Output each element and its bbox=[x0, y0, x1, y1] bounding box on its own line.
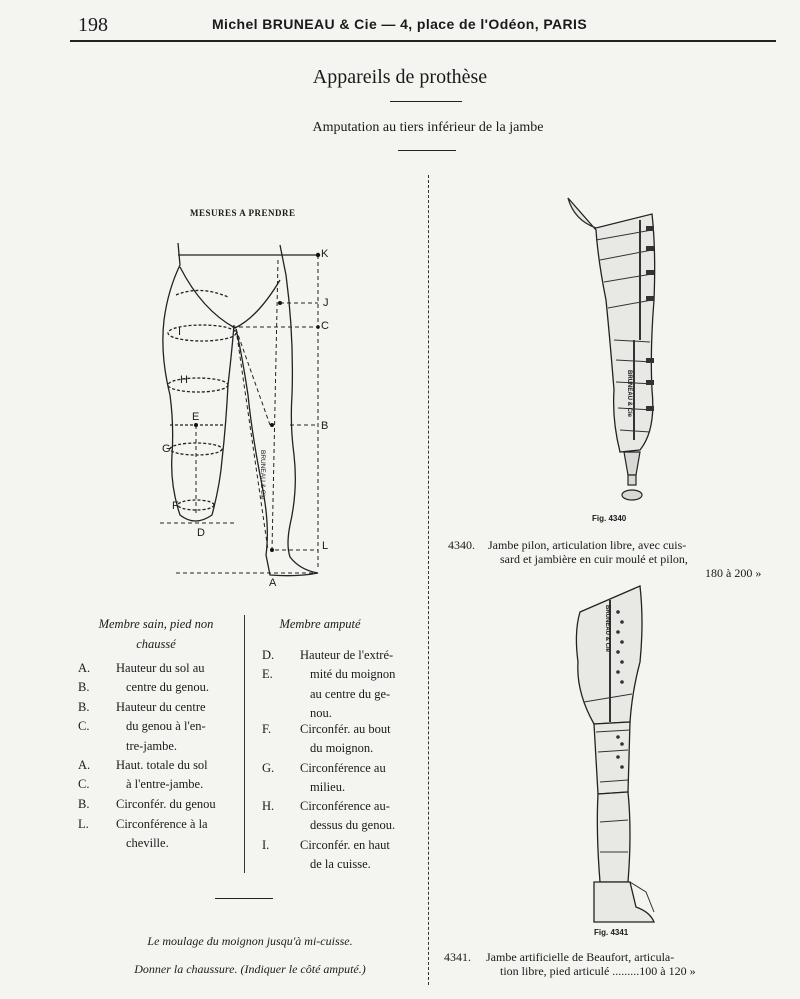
title-rule bbox=[390, 101, 462, 102]
row-text: Circonfér. en haut de la cuisse. bbox=[300, 838, 390, 872]
row-code: A. C. bbox=[78, 758, 91, 792]
row-text: Circonfér. au bout du moignon. bbox=[300, 722, 391, 756]
label-j: J bbox=[323, 297, 329, 309]
row-text: Circonférence à la cheville. bbox=[116, 817, 208, 851]
measures-heading: MESURES A PRENDRE bbox=[190, 208, 296, 218]
row-code: D. E. bbox=[262, 648, 275, 682]
section-title: Amputation au tiers inférieur de la jambe bbox=[312, 120, 544, 135]
peg-leg-figure bbox=[560, 190, 670, 510]
fig4341-brand: BRUNEAU & Cie bbox=[604, 605, 610, 653]
label-c: C bbox=[321, 320, 329, 332]
label-d: D bbox=[197, 527, 205, 539]
label-a: A bbox=[269, 577, 277, 589]
row-text: Haut. totale du sol à l'entre-jambe. bbox=[116, 758, 208, 792]
fig4341-caption-1: Jambe artificielle de Beaufort, articula- bbox=[486, 950, 675, 964]
fig4340-ref: 4340. bbox=[448, 538, 475, 552]
label-b: B bbox=[321, 420, 329, 432]
row-code: F. bbox=[262, 722, 272, 736]
table-left-heading: Membre sain, pied non chaussé bbox=[98, 617, 214, 651]
row-text: Hauteur du sol au centre du genou. bbox=[116, 661, 209, 695]
label-e: E bbox=[192, 411, 200, 423]
table-right-heading: Membre amputé bbox=[279, 617, 361, 631]
footer-rule bbox=[215, 898, 273, 899]
running-title: Michel BRUNEAU & Cie — 4, place de l'Odéon, PARIS bbox=[212, 16, 588, 32]
label-g: G bbox=[162, 443, 171, 455]
row-code: G. bbox=[262, 761, 275, 775]
row-text: Circonférence au- dessus du genou. bbox=[300, 799, 396, 833]
label-l: L bbox=[322, 540, 329, 552]
label-i: I bbox=[178, 326, 182, 338]
row-code: A. B. bbox=[78, 661, 91, 695]
footer-note-1: Le moulage du moignon jusqu'à mi-cuisse. bbox=[147, 934, 353, 948]
row-code: H. bbox=[262, 799, 275, 813]
page-number: 198 bbox=[78, 14, 108, 36]
row-text: Hauteur de l'extré- mité du moignon au centre du ge- nou. bbox=[300, 648, 396, 721]
footer-note-2: Donner la chaussure. (Indiquer le côté amputé.) bbox=[134, 962, 366, 976]
leg-measurement-diagram bbox=[140, 225, 350, 595]
row-code: B. C. bbox=[78, 700, 90, 734]
section-rule bbox=[398, 150, 456, 151]
beaufort-leg-figure bbox=[570, 582, 670, 927]
page-title: Appareils de prothèse bbox=[312, 66, 488, 88]
fig4341-caption-2: tion libre, pied articulé .........100 à 120 » bbox=[500, 964, 696, 978]
row-code: I. bbox=[262, 838, 270, 852]
row-text: Hauteur du centre du genou à l'en- tre-jambe. bbox=[116, 700, 206, 753]
label-f: F bbox=[172, 500, 179, 512]
label-h: H bbox=[180, 374, 188, 386]
fig4341-ref: 4341. bbox=[444, 950, 471, 964]
fig4340-brand: BRUNEAU & Cie bbox=[626, 370, 632, 418]
row-code: B. bbox=[78, 797, 90, 811]
fig4340-label: Fig. 4340 bbox=[592, 514, 627, 523]
diagram-brand-label: BRUNEAU & Cie bbox=[259, 450, 266, 500]
header-rule bbox=[70, 40, 776, 42]
fig4341-label: Fig. 4341 bbox=[594, 928, 629, 937]
fig4340-caption-2: sard et jambière en cuir moulé et pilon, bbox=[500, 552, 688, 566]
fig4340-caption-1: Jambe pilon, articulation libre, avec cuis- bbox=[488, 538, 687, 552]
row-text: Circonfér. du genou bbox=[116, 797, 216, 811]
label-k: K bbox=[321, 248, 329, 260]
row-code: L. bbox=[78, 817, 89, 831]
row-text: Circonférence au milieu. bbox=[300, 761, 386, 795]
fig4340-price: 180 à 200 » bbox=[705, 566, 762, 580]
